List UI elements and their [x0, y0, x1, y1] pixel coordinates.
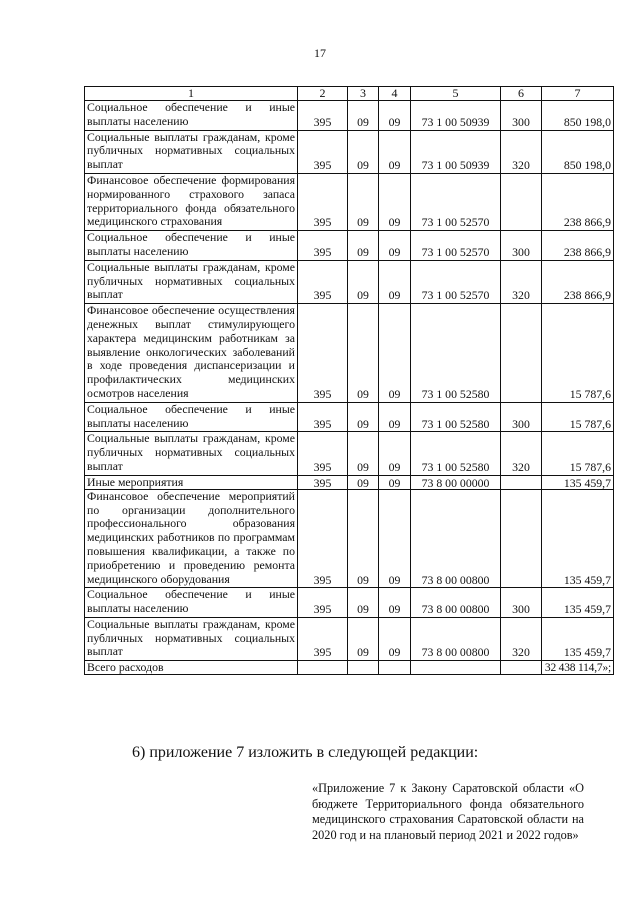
total-amount: 32 438 114,7»;: [542, 661, 614, 675]
cell-code-rz: 09: [348, 173, 379, 230]
empty-cell: [298, 661, 348, 675]
cell-code-rz: 09: [348, 432, 379, 475]
cell-code-rz: 09: [348, 101, 379, 131]
cell-code-rz: 09: [348, 475, 379, 489]
table-row: [85, 617, 614, 660]
cell-code-vr: [501, 475, 542, 489]
cell-code-csr: 73 1 00 52580: [411, 402, 501, 432]
cell-amount: 850 198,0: [542, 101, 614, 131]
cell-code-gr: 395: [298, 402, 348, 432]
cell-code-csr: 73 8 00 00800: [411, 489, 501, 588]
row-name: Социальные выплаты гражданам, кроме публичных нормативных социальных выплат: [85, 617, 298, 660]
cell-code-vr: [501, 173, 542, 230]
table-row: [85, 304, 614, 403]
cell-code-pr: 09: [379, 588, 411, 618]
cell-code-csr: 73 8 00 00800: [411, 588, 501, 618]
table-row: [85, 173, 614, 230]
cell-code-csr: 73 1 00 50939: [411, 130, 501, 173]
table-body: [85, 101, 614, 675]
row-name: Социальное обеспечение и иные выплаты населению: [85, 588, 298, 618]
cell-code-gr: 395: [298, 617, 348, 660]
cell-amount: 135 459,7: [542, 475, 614, 489]
cell-code-vr: 300: [501, 402, 542, 432]
cell-code-csr: 73 8 00 00000: [411, 475, 501, 489]
cell-code-pr: 09: [379, 489, 411, 588]
table-row: [85, 231, 614, 261]
cell-code-pr: 09: [379, 304, 411, 403]
table-row: [85, 489, 614, 588]
cell-amount: 238 866,9: [542, 231, 614, 261]
cell-code-pr: 09: [379, 101, 411, 131]
cell-code-csr: 73 1 00 50939: [411, 101, 501, 131]
cell-code-csr: 73 1 00 52570: [411, 231, 501, 261]
cell-code-pr: 09: [379, 173, 411, 230]
cell-code-pr: 09: [379, 432, 411, 475]
cell-amount: 15 787,6: [542, 432, 614, 475]
row-name: Финансовое обеспечение мероприятий по организации дополнительного профессионального образования медицинских работников по программам повышения квалификации, а также по приобретению и проведению ремонта медицинского оборудования: [85, 489, 298, 588]
cell-amount: 135 459,7: [542, 588, 614, 618]
cell-code-vr: 300: [501, 231, 542, 261]
cell-code-gr: 395: [298, 101, 348, 131]
row-name: Финансовое обеспечение осуществления денежных выплат стимулирующего характера медицинским работникам за выявление онкологических заболеваний в ходе проведения диспансеризации и профилактических медицинских осмотров населения: [85, 304, 298, 403]
cell-code-csr: 73 1 00 52580: [411, 432, 501, 475]
cell-code-vr: 320: [501, 617, 542, 660]
cell-code-vr: 320: [501, 130, 542, 173]
empty-cell: [411, 661, 501, 675]
table-row: [85, 402, 614, 432]
total-row: [85, 661, 614, 675]
cell-code-gr: 395: [298, 475, 348, 489]
cell-code-gr: 395: [298, 130, 348, 173]
annex-reference: «Приложение 7 к Закону Саратовской области «О бюджете Территориального фонда обязательного медицинского страхования Саратовской области на 2020 год и на плановый период 2021 и 2022 годов»: [312, 781, 584, 842]
table-row: [85, 475, 614, 489]
table-row: [85, 588, 614, 618]
budget-table: [84, 86, 614, 675]
cell-code-pr: 09: [379, 402, 411, 432]
cell-code-rz: 09: [348, 304, 379, 403]
cell-code-rz: 09: [348, 617, 379, 660]
cell-amount: 135 459,7: [542, 617, 614, 660]
cell-code-gr: 395: [298, 304, 348, 403]
cell-code-csr: 73 1 00 52570: [411, 260, 501, 303]
column-header: 3: [348, 87, 379, 101]
cell-amount: 135 459,7: [542, 489, 614, 588]
cell-code-pr: 09: [379, 260, 411, 303]
cell-code-pr: 09: [379, 130, 411, 173]
cell-code-gr: 395: [298, 588, 348, 618]
amendment-item: 6) приложение 7 изложить в следующей редакции:: [132, 744, 479, 761]
cell-code-csr: 73 1 00 52580: [411, 304, 501, 403]
cell-code-rz: 09: [348, 402, 379, 432]
row-name: Финансовое обеспечение формирования нормированного страхового запаса территориального фонда обязательного медицинского страхования: [85, 173, 298, 230]
empty-cell: [379, 661, 411, 675]
row-name: Социальное обеспечение и иные выплаты населению: [85, 231, 298, 261]
cell-code-rz: 09: [348, 231, 379, 261]
table-row: [85, 260, 614, 303]
row-name: Социальные выплаты гражданам, кроме публичных нормативных социальных выплат: [85, 260, 298, 303]
cell-code-gr: 395: [298, 260, 348, 303]
cell-code-vr: [501, 489, 542, 588]
cell-code-rz: 09: [348, 130, 379, 173]
column-header: 2: [298, 87, 348, 101]
column-header: 7: [542, 87, 614, 101]
table-row: [85, 130, 614, 173]
column-header: 6: [501, 87, 542, 101]
cell-code-vr: 320: [501, 260, 542, 303]
cell-code-rz: 09: [348, 588, 379, 618]
cell-code-gr: 395: [298, 432, 348, 475]
row-name: Социальные выплаты гражданам, кроме публичных нормативных социальных выплат: [85, 432, 298, 475]
cell-code-gr: 395: [298, 489, 348, 588]
table-header-row: [85, 87, 614, 101]
cell-code-pr: 09: [379, 231, 411, 261]
empty-cell: [501, 661, 542, 675]
cell-amount: 238 866,9: [542, 260, 614, 303]
empty-cell: [348, 661, 379, 675]
cell-code-gr: 395: [298, 231, 348, 261]
cell-amount: 850 198,0: [542, 130, 614, 173]
cell-code-pr: 09: [379, 475, 411, 489]
column-header: 4: [379, 87, 411, 101]
cell-code-csr: 73 8 00 00800: [411, 617, 501, 660]
cell-code-vr: 300: [501, 101, 542, 131]
page-number: 17: [314, 46, 326, 60]
row-name: Социальные выплаты гражданам, кроме публичных нормативных социальных выплат: [85, 130, 298, 173]
column-header: 5: [411, 87, 501, 101]
cell-amount: 238 866,9: [542, 173, 614, 230]
row-name: Социальное обеспечение и иные выплаты населению: [85, 101, 298, 131]
table-row: [85, 432, 614, 475]
cell-amount: 15 787,6: [542, 402, 614, 432]
table-row: [85, 101, 614, 131]
cell-amount: 15 787,6: [542, 304, 614, 403]
cell-code-pr: 09: [379, 617, 411, 660]
cell-code-vr: [501, 304, 542, 403]
column-header: 1: [85, 87, 298, 101]
row-name: Социальное обеспечение и иные выплаты населению: [85, 402, 298, 432]
row-name: Иные мероприятия: [85, 475, 298, 489]
cell-code-rz: 09: [348, 489, 379, 588]
cell-code-vr: 320: [501, 432, 542, 475]
cell-code-gr: 395: [298, 173, 348, 230]
cell-code-rz: 09: [348, 260, 379, 303]
cell-code-csr: 73 1 00 52570: [411, 173, 501, 230]
total-label: Всего расходов: [85, 661, 298, 675]
cell-code-vr: 300: [501, 588, 542, 618]
